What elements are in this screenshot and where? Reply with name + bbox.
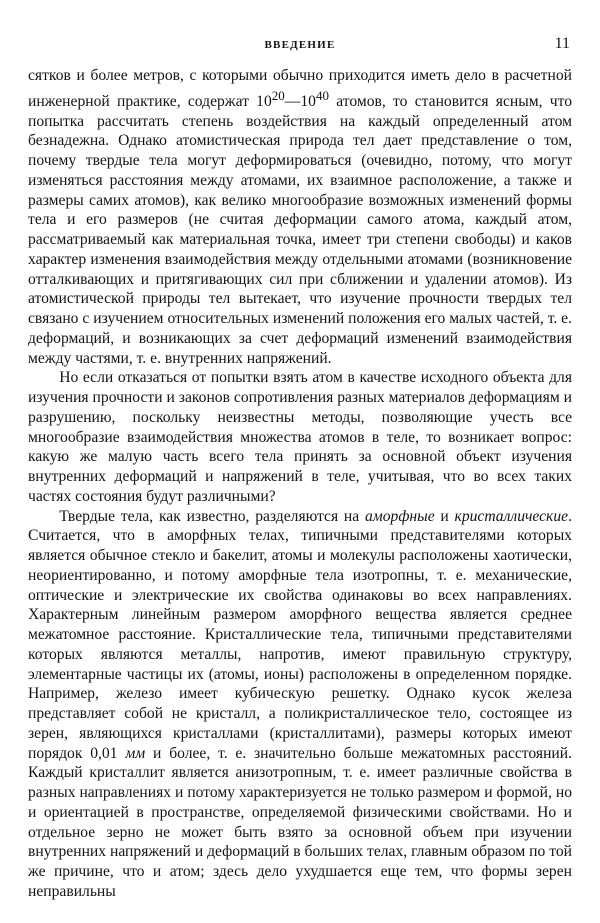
text-run: атомов, то становится ясным, что попытка рассчитать степень воздействия на каждый определенный атом безнадежна. Однако атомистическая природа тел дает представление о том, почему твердые тела могут деформироваться (очевидно, потому, что могут изменяться расстояния между атомами, их взаимное расположение, а также и размеры самих атомов), как велико многообразие возможных изменений формы тела и его размеров (не считая деформации самого атома, каждый атом, рассматриваемый как материальная точка, имеет три степени свободы) и каков характер изменения взаимодействия между отдельными атомами (возникновение отталкивающих и притягивающих сил при сближении и удалении атомов). Из атомистической природы тел вытекает, что изучение прочности твердых тел связано с изучением относительных изменений положения его малых частей, т. е. деформаций, и возникающих за счет деформаций изменений взаимодействия между частями, т. е. внутренних напряжений.: [28, 92, 572, 367]
text-run: и более, т. е. значительно больше межатомных расстояний. Каждый кристаллит является анизотропным, т. е. имеет различные свойства в разных направлениях и потому характеризуется не только размером и формой, но и ориентацией в пространстве, определяемой физическими свойствами. Но и отдельное зерно не может быть взято за основной объем при изучении внутренних напряжений и деформаций в больших телах, главным образом по той же причине, что и атом; здесь дело ухудшается еще тем, что формы зерен неправильны: [28, 744, 572, 900]
running-head: [28, 35, 572, 55]
text-run: . Считается, что в аморфных телах, типичными представителями которых является обычное стекло и бакелит, атомы и молекулы расположены хаотически, неориентированно, и потому аморфные тела изотропны, т. е. механические, оптические и электрические их свойства одинаковы во всех направлениях. Характерным линейным размером аморфного вещества является среднее межатомное расстояние. Кристаллические тела, типичными представителями которых являются металлы, напротив, имеют правильную структуру, элементарные частицы их (атомы, ионы) расположены в определенном порядке. Например, железо имеет кубическую решетку. Однако кусок железа представляет собой не кристалл, а поликристаллическое тело, состоящее из зерен, являющихся кристаллами (кристаллитами), размеры которых имеют порядок 0,01: [28, 507, 572, 762]
body-text: [28, 66, 572, 902]
italic-term: мм: [125, 744, 146, 762]
exponent: 40: [315, 87, 329, 103]
text-run: Твердые тела, как известно, разделяются на: [59, 507, 365, 525]
book-page: [28, 0, 572, 923]
chapter-title: ВВЕДЕНИЕ: [264, 39, 336, 51]
paragraph-continued: [28, 66, 572, 368]
page-number: 11: [554, 35, 570, 52]
text-run: Но если отказаться от попытки взять атом в качестве исходного объекта для изучения прочности и законов сопротивления разных материалов деформациям и разрушению, поскольку неизвестны методы, позволяющие учесть все многообразие взаимодействия множества атомов в теле, то возникает вопрос: какую же малую часть всего тела принять за основной объект изучения внутренних деформаций и напряжений в теле, учитывая, что во всех таких частях состояния будут различными?: [28, 369, 572, 505]
italic-term: аморфные: [364, 507, 435, 525]
italic-term: кристаллические: [454, 507, 569, 525]
paragraph-solid-bodies: [28, 507, 572, 902]
paragraph-atom-question: [28, 368, 572, 506]
text-run: и: [434, 507, 455, 525]
text-run: —10: [284, 92, 316, 110]
exponent: 20: [271, 87, 285, 103]
text-run: сятков и более метров, с которыми обычно приходится иметь дело в расчетной инженерной практике, содержат 10: [28, 67, 572, 110]
